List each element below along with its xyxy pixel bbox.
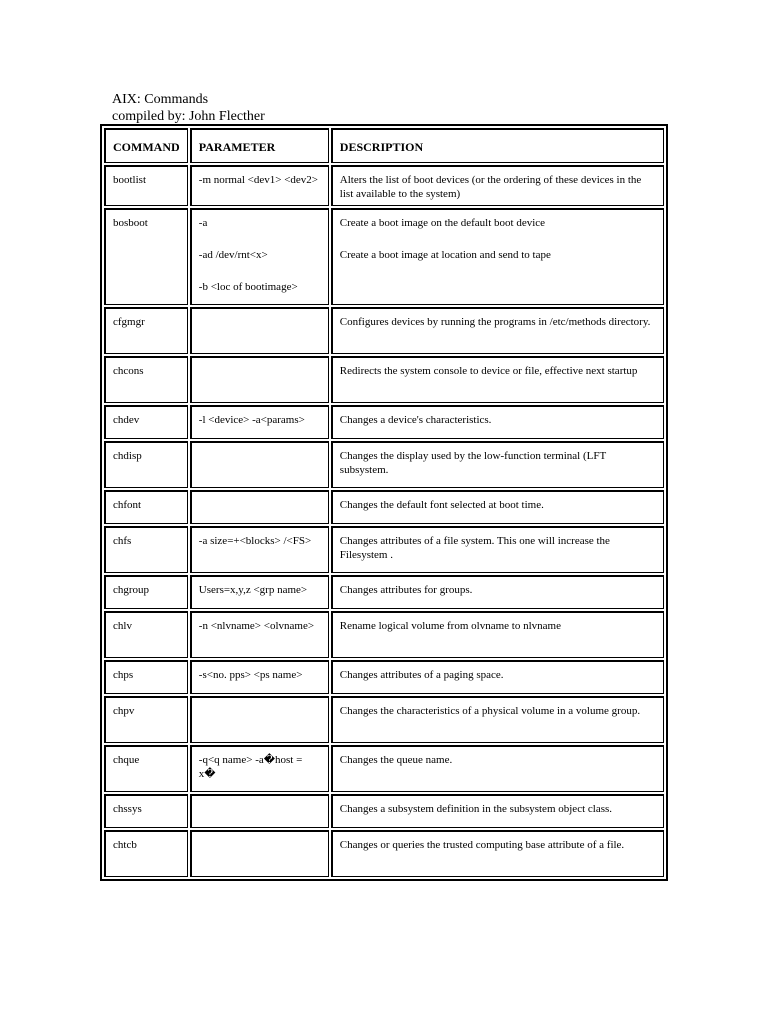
description-text: Configures devices by running the programs in /etc/methods directory. xyxy=(339,316,651,328)
table-row xyxy=(104,405,664,439)
parameter-cell xyxy=(190,745,329,792)
description-text: Changes the characteristics of a physical volume in a volume group. xyxy=(339,705,641,717)
description-text: Changes the display used by the low-function terminal (LFT subsystem. xyxy=(339,450,606,476)
command-cell: chlv xyxy=(104,611,188,658)
parameter-text: -l <device> -a<params> xyxy=(198,414,305,426)
table-row xyxy=(104,526,664,573)
description-cell xyxy=(331,405,664,439)
command-cell: chcons xyxy=(104,356,188,403)
table-row xyxy=(104,575,664,609)
description-cell xyxy=(331,830,664,877)
column-header-command: COMMAND xyxy=(104,128,188,163)
table-row xyxy=(104,745,664,792)
parameter-text: -a size=+<blocks> /<FS> xyxy=(198,535,312,547)
parameter-text: -a xyxy=(198,217,208,229)
parameter-cell xyxy=(190,575,329,609)
description-cell xyxy=(331,356,664,403)
description-text: Changes attributes for groups. xyxy=(339,584,473,596)
description-cell xyxy=(331,165,664,206)
document-header xyxy=(112,91,265,125)
description-cell xyxy=(331,696,664,743)
table-row xyxy=(104,165,664,206)
command-cell: chps xyxy=(104,660,188,694)
description-cell xyxy=(331,307,664,354)
parameter-cell xyxy=(190,660,329,694)
table-row xyxy=(104,696,664,743)
table-row xyxy=(104,307,664,354)
table-body xyxy=(104,165,664,877)
description-cell xyxy=(331,660,664,694)
parameter-text: -n <nlvname> <olvname> xyxy=(198,620,315,632)
command-cell: chque xyxy=(104,745,188,792)
command-cell: chfont xyxy=(104,490,188,524)
description-text: Redirects the system console to device or file, effective next startup xyxy=(339,365,638,377)
command-cell: chgroup xyxy=(104,575,188,609)
document-title: AIX: Commands xyxy=(112,92,209,107)
description-text: Create a boot image at location and send to tape xyxy=(339,249,551,261)
parameter-cell xyxy=(190,307,329,354)
parameter-cell xyxy=(190,208,329,305)
description-cell xyxy=(331,575,664,609)
parameter-cell xyxy=(190,165,329,206)
description-text: Changes a device's characteristics. xyxy=(339,414,492,426)
description-text: Alters the list of boot devices (or the ordering of these devices in the list available to the system) xyxy=(339,174,642,200)
parameter-text: -b <loc of bootimage> xyxy=(198,281,298,293)
command-cell: chssys xyxy=(104,794,188,828)
parameter-text: Users=x,y,z <grp name> xyxy=(198,584,308,596)
command-cell: chtcb xyxy=(104,830,188,877)
table-row xyxy=(104,490,664,524)
parameter-text: -q<q name> -a�host = x� xyxy=(198,754,303,780)
description-text: Changes attributes of a paging space. xyxy=(339,669,504,681)
description-cell xyxy=(331,745,664,792)
command-cell: chdisp xyxy=(104,441,188,488)
description-text: Changes the queue name. xyxy=(339,754,453,766)
command-cell: cfgmgr xyxy=(104,307,188,354)
parameter-text: -s<no. pps> <ps name> xyxy=(198,669,303,681)
table-row xyxy=(104,208,664,305)
parameter-cell xyxy=(190,441,329,488)
description-text: Create a boot image on the default boot device xyxy=(339,217,546,229)
description-text: Rename logical volume from olvname to nlvname xyxy=(339,620,561,632)
parameter-cell xyxy=(190,490,329,524)
table-header-row xyxy=(104,128,664,163)
table-row xyxy=(104,830,664,877)
table-row xyxy=(104,441,664,488)
parameter-cell xyxy=(190,830,329,877)
description-text: Changes attributes of a file system. This one will increase the Filesystem . xyxy=(339,535,610,561)
column-header-description: DESCRIPTION xyxy=(331,128,664,163)
commands-table xyxy=(100,124,668,881)
description-text: Changes the default font selected at boot time. xyxy=(339,499,544,511)
table-row xyxy=(104,660,664,694)
description-cell xyxy=(331,208,664,305)
description-cell xyxy=(331,526,664,573)
command-cell: chfs xyxy=(104,526,188,573)
table-row xyxy=(104,356,664,403)
column-header-parameter: PARAMETER xyxy=(190,128,329,163)
table-row xyxy=(104,794,664,828)
description-cell xyxy=(331,441,664,488)
parameter-cell xyxy=(190,526,329,573)
description-text: Changes a subsystem definition in the subsystem object class. xyxy=(339,803,613,815)
description-cell xyxy=(331,794,664,828)
description-cell xyxy=(331,490,664,524)
parameter-cell xyxy=(190,794,329,828)
command-cell: chpv xyxy=(104,696,188,743)
table-row xyxy=(104,611,664,658)
command-cell: bosboot xyxy=(104,208,188,305)
command-cell: bootlist xyxy=(104,165,188,206)
parameter-cell xyxy=(190,696,329,743)
parameter-cell xyxy=(190,611,329,658)
parameter-text: -m normal <dev1> <dev2> xyxy=(198,174,319,186)
description-cell xyxy=(331,611,664,658)
parameter-cell xyxy=(190,405,329,439)
description-text: Changes or queries the trusted computing base attribute of a file. xyxy=(339,839,625,851)
command-cell: chdev xyxy=(104,405,188,439)
parameter-cell xyxy=(190,356,329,403)
document-author: compiled by: John Flecther xyxy=(112,109,265,124)
parameter-text: -ad /dev/rnt<x> xyxy=(198,249,268,261)
